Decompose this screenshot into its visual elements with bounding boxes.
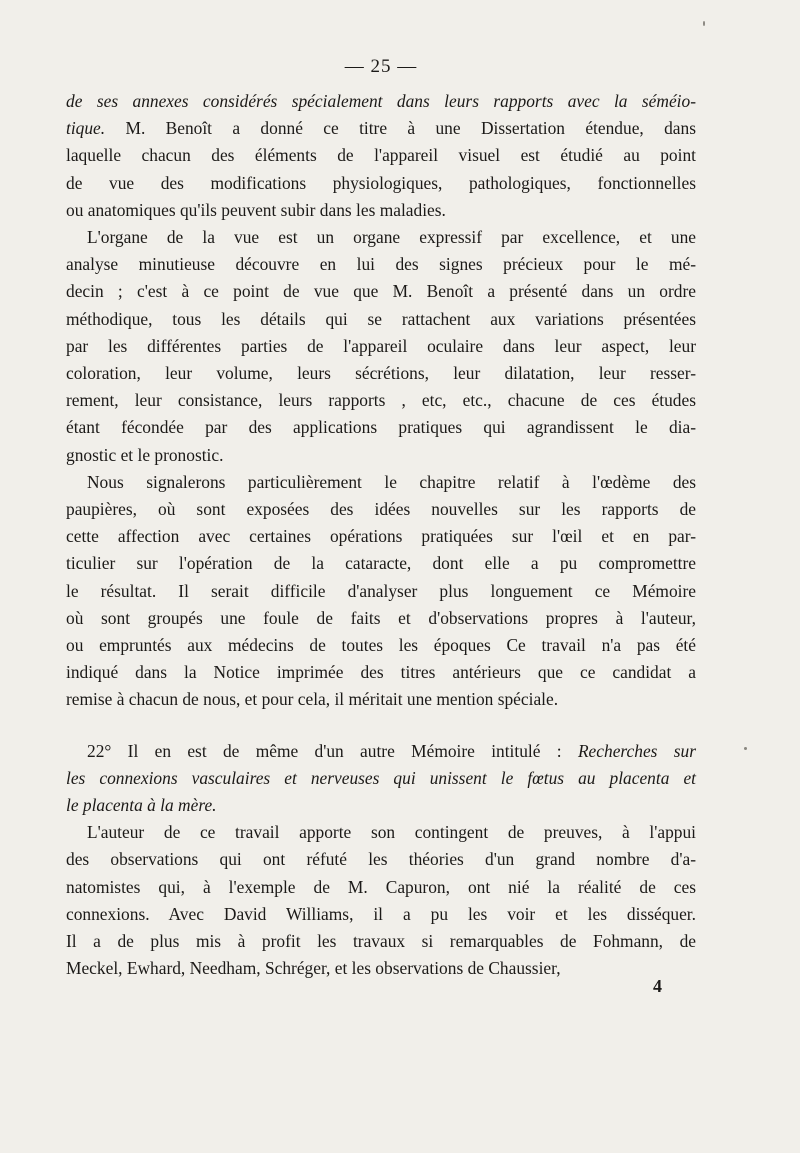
body-text bbox=[66, 88, 696, 983]
text-line bbox=[66, 792, 696, 819]
text-line bbox=[66, 496, 696, 523]
text-line bbox=[66, 765, 696, 792]
text-line bbox=[66, 306, 696, 333]
text-line bbox=[66, 442, 696, 469]
roman-text: Nous signalerons particulièrement le chapitre relatif à l'œdème des bbox=[87, 471, 696, 492]
paragraph-gap bbox=[66, 714, 696, 738]
text-line bbox=[66, 115, 696, 142]
italic-text: Recherches sur bbox=[577, 740, 696, 761]
roman-text: ticulier sur l'opération de la cataracte, dont elle a pu compromettre bbox=[66, 553, 696, 574]
italic-text: tique. bbox=[66, 118, 106, 139]
paper-speck bbox=[744, 747, 747, 750]
text-line bbox=[66, 659, 696, 686]
roman-text: decin ; c'est à ce point de vue que M. Benoît a présenté dans un ordre bbox=[66, 281, 696, 302]
roman-text: de vue des modifications physiologiques, pathologiques, fonctionnelles bbox=[66, 172, 696, 193]
text-line bbox=[66, 197, 696, 224]
text-line bbox=[66, 846, 696, 873]
roman-text: Il a de plus mis à profit les travaux si remarquables de Fohmann, de bbox=[66, 931, 696, 952]
text-line bbox=[66, 578, 696, 605]
text-line bbox=[66, 333, 696, 360]
roman-text: où sont groupés une foule de faits et d'observations propres à l'auteur, bbox=[66, 607, 696, 628]
text-line bbox=[66, 523, 696, 550]
text-block bbox=[66, 52, 696, 983]
roman-text: gnostic et le pronostic. bbox=[66, 444, 224, 465]
roman-text: par les différentes parties de l'appareil oculaire dans leur aspect, leur bbox=[66, 335, 696, 356]
roman-text: méthodique, tous les détails qui se rattachent aux variations présentées bbox=[66, 308, 696, 329]
roman-text: L'auteur de ce travail apporte son contingent de preuves, à l'appui bbox=[87, 822, 696, 843]
paper-speck bbox=[703, 21, 705, 26]
text-line bbox=[66, 170, 696, 197]
roman-text: 22° Il en est de même d'un autre Mémoire intitulé : bbox=[87, 740, 578, 761]
italic-text: le placenta à la mère. bbox=[66, 795, 217, 816]
text-line bbox=[66, 955, 696, 982]
roman-text: laquelle chacun des éléments de l'appareil visuel est étudié au point bbox=[66, 145, 696, 166]
text-line bbox=[66, 142, 696, 169]
roman-text: ou empruntés aux médecins de toutes les époques Ce travail n'a pas été bbox=[66, 635, 696, 656]
paragraph bbox=[66, 738, 696, 820]
text-line bbox=[66, 251, 696, 278]
paragraph bbox=[66, 819, 696, 982]
text-line bbox=[66, 88, 696, 115]
text-line bbox=[66, 686, 696, 713]
text-line bbox=[66, 928, 696, 955]
text-line bbox=[66, 605, 696, 632]
text-line bbox=[66, 901, 696, 928]
italic-text: les connexions vasculaires et nerveuses qui unissent le fœtus au placenta et bbox=[66, 767, 696, 788]
text-line bbox=[66, 632, 696, 659]
text-line bbox=[66, 469, 696, 496]
roman-text: rement, leur consistance, leurs rapports , etc, etc., chacune de ces études bbox=[66, 390, 696, 411]
roman-text: étant fécondée par des applications pratiques qui agrandissent le dia- bbox=[66, 417, 696, 438]
italic-text: de ses annexes considérés spécialement dans leurs rapports avec la séméio- bbox=[66, 91, 696, 111]
text-line bbox=[66, 387, 696, 414]
roman-text: paupières, où sont exposées des idées nouvelles sur les rapports de bbox=[66, 499, 696, 520]
text-line bbox=[66, 360, 696, 387]
text-line bbox=[66, 738, 696, 765]
roman-text: le résultat. Il serait difficile d'analyser plus longuement ce Mémoire bbox=[66, 580, 696, 601]
roman-text: connexions. Avec David Williams, il a pu les voir et les disséquer. bbox=[66, 903, 696, 924]
roman-text: analyse minutieuse découvre en lui des signes précieux pour le mé- bbox=[66, 254, 696, 275]
roman-text: coloration, leur volume, leurs sécrétions, leur dilatation, leur resser- bbox=[66, 363, 696, 384]
roman-text: ou anatomiques qu'ils peuvent subir dans les maladies. bbox=[66, 199, 446, 220]
paragraph bbox=[66, 88, 696, 224]
paragraph bbox=[66, 469, 696, 714]
signature-mark: 4 bbox=[653, 976, 662, 996]
text-line bbox=[66, 224, 696, 251]
roman-text: des observations qui ont réfuté les théories d'un grand nombre d'a- bbox=[66, 849, 696, 870]
roman-text: natomistes qui, à l'exemple de M. Capuron, ont nié la réalité de ces bbox=[66, 876, 696, 897]
roman-text: M. Benoît a donné ce titre à une Dissertation étendue, dans bbox=[105, 118, 696, 139]
text-line bbox=[66, 550, 696, 577]
paragraph bbox=[66, 224, 696, 469]
roman-text: L'organe de la vue est un organe expressif par excellence, et une bbox=[87, 227, 696, 248]
roman-text: cette affection avec certaines opérations pratiquées sur l'œil et en par- bbox=[66, 526, 696, 547]
page-number: — 25 — bbox=[344, 56, 418, 77]
text-line bbox=[66, 278, 696, 305]
roman-text: Meckel, Ewhard, Needham, Schréger, et les observations de Chaussier, bbox=[66, 958, 561, 979]
text-line bbox=[66, 819, 696, 846]
roman-text: indiqué dans la Notice imprimée des titres antérieurs que ce candidat a bbox=[66, 662, 696, 683]
text-line bbox=[66, 874, 696, 901]
roman-text: remise à chacun de nous, et pour cela, il méritait une mention spéciale. bbox=[66, 689, 559, 710]
text-line bbox=[66, 414, 696, 441]
